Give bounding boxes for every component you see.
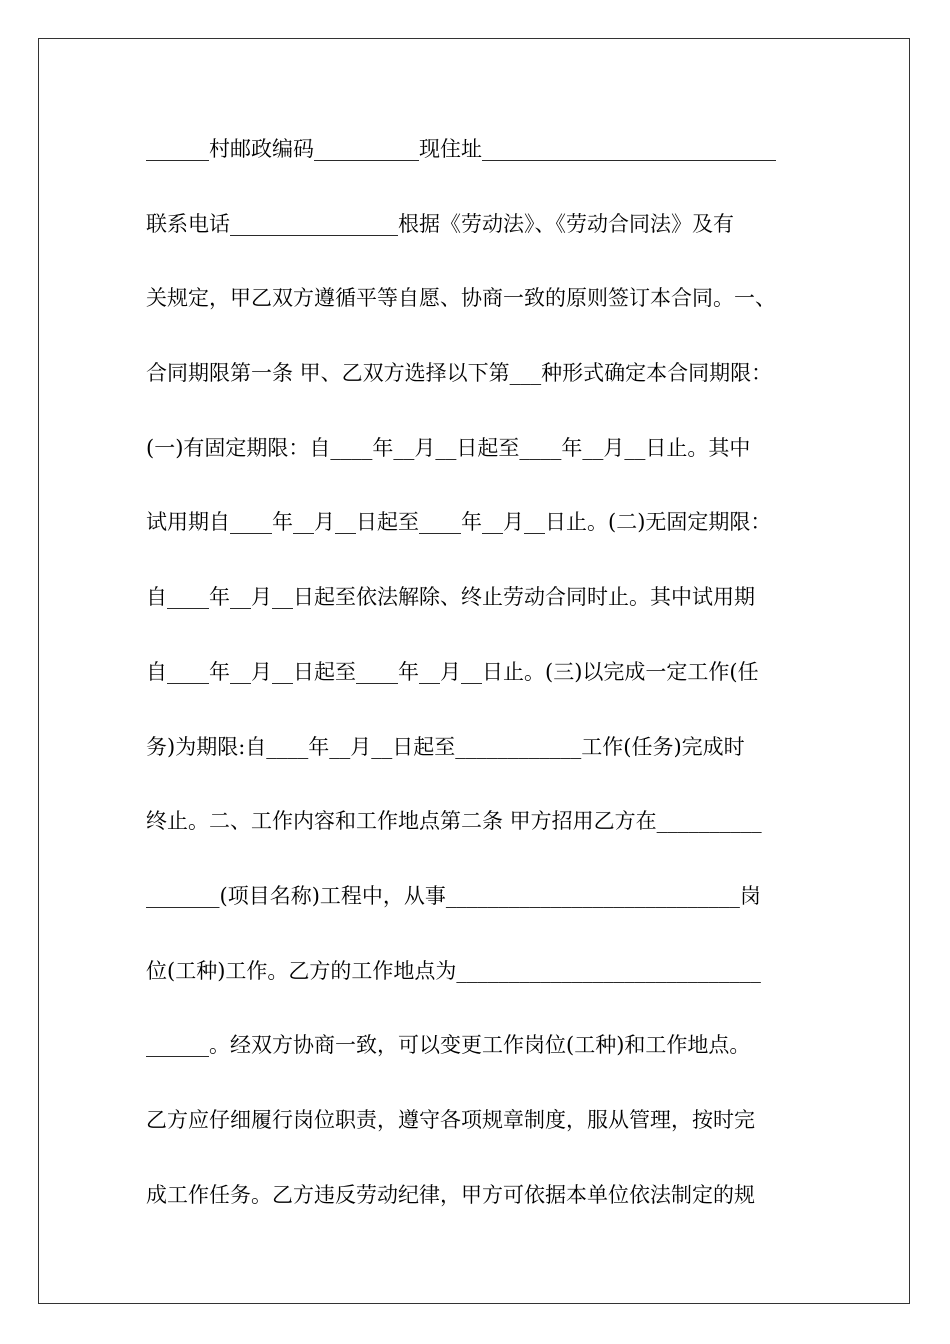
text-line: 自____年__月__日起至依法解除、终止劳动合同时止。其中试用期	[146, 585, 755, 610]
text-line: 终止。二、工作内容和工作地点第二条 甲方招用乙方在__________	[146, 809, 762, 834]
text-line: ______。经双方协商一致，可以变更工作岗位(工种)和工作地点。	[146, 1033, 751, 1058]
text-line: (一)有固定期限：自____年__月__日起至____年__月__日止。其中	[146, 435, 751, 460]
text-line: _______(项目名称)工程中，从事____________________________岗	[146, 883, 761, 908]
text-line: 位(工种)工作。乙方的工作地点为_____________________________	[146, 958, 761, 983]
text-line: 自____年__月__日起至____年__月__日止。(三)以完成一定工作(任	[146, 659, 759, 684]
text-line: 合同期限第一条 甲、乙双方选择以下第___种形式确定本合同期限：	[146, 361, 773, 386]
text-line: ______村邮政编码__________现住址____________________________	[146, 137, 776, 161]
text-line: 成工作任务。乙方违反劳动纪律，甲方可依据本单位依法制定的规	[146, 1182, 755, 1207]
text-line: 关规定，甲乙双方遵循平等自愿、协商一致的原则签订本合同。一、	[146, 286, 776, 311]
text-line: 乙方应仔细履行岗位职责，遵守各项规章制度，服从管理，按时完	[146, 1107, 755, 1132]
text-line: 试用期自____年__月__日起至____年__月__日止。(二)无固定期限：	[146, 510, 772, 535]
text-line: 联系电话________________根据《劳动法》、《劳动合同法》及有	[146, 211, 734, 236]
text-line: 务)为期限:自____年__月__日起至____________工作(任务)完成时	[146, 734, 745, 759]
contract-text	[146, 128, 806, 1248]
